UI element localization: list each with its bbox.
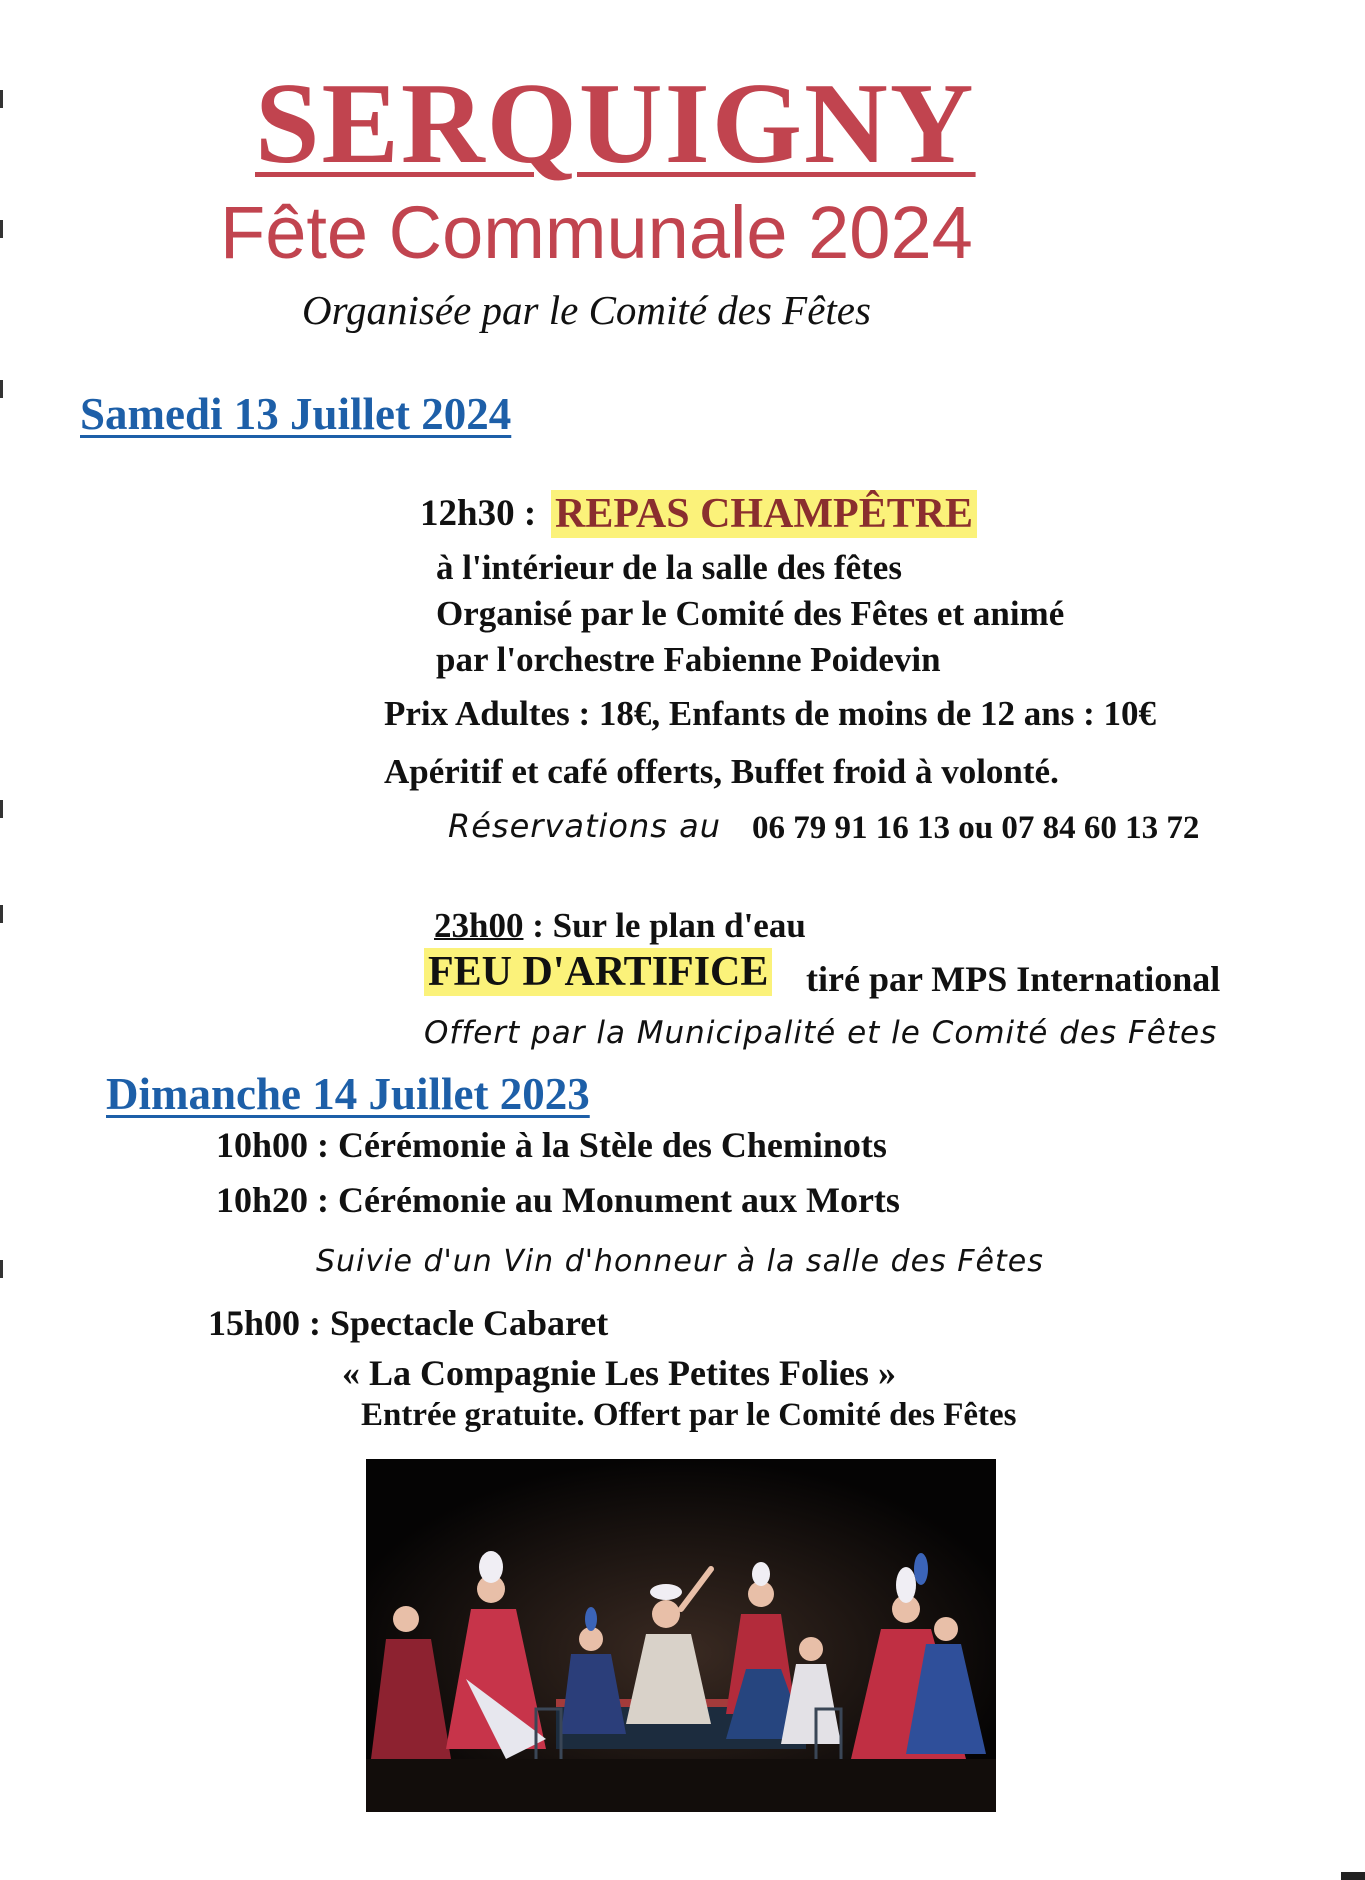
scan-mark bbox=[0, 90, 3, 108]
meal-detail-orchestra: par l'orchestre Fabienne Poidevin bbox=[436, 640, 941, 679]
organizer-line: Organisée par le Comité des Fêtes bbox=[302, 287, 871, 333]
reservation-label: Réservations au bbox=[448, 807, 722, 845]
saturday-date-heading: Samedi 13 Juillet 2024 bbox=[80, 389, 512, 439]
fireworks-location: : Sur le plan d'eau bbox=[523, 906, 806, 945]
fireworks-provider: tiré par MPS International bbox=[806, 959, 1221, 999]
ceremony-note: Suivie d'un Vin d'honneur à la salle des Fêtes bbox=[316, 1244, 1044, 1279]
meal-price: Prix Adultes : 18€, Enfants de moins de 12 ans : 10€ bbox=[384, 694, 1157, 733]
scan-corner-mark bbox=[1341, 1872, 1365, 1880]
meal-time: 12h30 : bbox=[420, 493, 537, 534]
cabaret-photo bbox=[366, 1459, 996, 1812]
meal-detail-organizer: Organisé par le Comité des Fêtes et animé bbox=[436, 594, 1065, 633]
scan-mark bbox=[0, 380, 3, 398]
fireworks-title: FEU D'ARTIFICE bbox=[424, 948, 772, 996]
fireworks-time: 23h00 bbox=[434, 906, 524, 945]
meal-title: REPAS CHAMPÊTRE bbox=[551, 490, 977, 538]
scan-mark bbox=[0, 220, 3, 238]
scan-mark bbox=[0, 1260, 3, 1278]
meal-extras: Apéritif et café offerts, Buffet froid à volonté. bbox=[384, 752, 1059, 791]
scan-mark bbox=[0, 800, 3, 818]
page-title: SERQUIGNY bbox=[255, 60, 976, 188]
cabaret-dancers-illustration bbox=[366, 1459, 996, 1812]
fireworks-time-line bbox=[434, 906, 806, 946]
ceremony-stele: 10h00 : Cérémonie à la Stèle des Cheminots bbox=[216, 1125, 887, 1165]
meal-detail-location: à l'intérieur de la salle des fêtes bbox=[436, 548, 902, 587]
fireworks-offer: Offert par la Municipalité et le Comité des Fêtes bbox=[424, 1015, 1218, 1051]
sunday-date-heading: Dimanche 14 Juillet 2023 bbox=[106, 1069, 590, 1119]
scan-mark bbox=[0, 905, 3, 923]
ceremony-monument: 10h20 : Cérémonie au Monument aux Morts bbox=[216, 1180, 900, 1220]
cabaret-company: « La Compagnie Les Petites Folies » bbox=[342, 1353, 896, 1393]
reservation-phones: 06 79 91 16 13 ou 07 84 60 13 72 bbox=[752, 810, 1200, 846]
page-subtitle: Fête Communale 2024 bbox=[220, 191, 973, 274]
cabaret-line: 15h00 : Spectacle Cabaret bbox=[208, 1303, 609, 1343]
cabaret-info: Entrée gratuite. Offert par le Comité des Fêtes bbox=[361, 1397, 1017, 1433]
